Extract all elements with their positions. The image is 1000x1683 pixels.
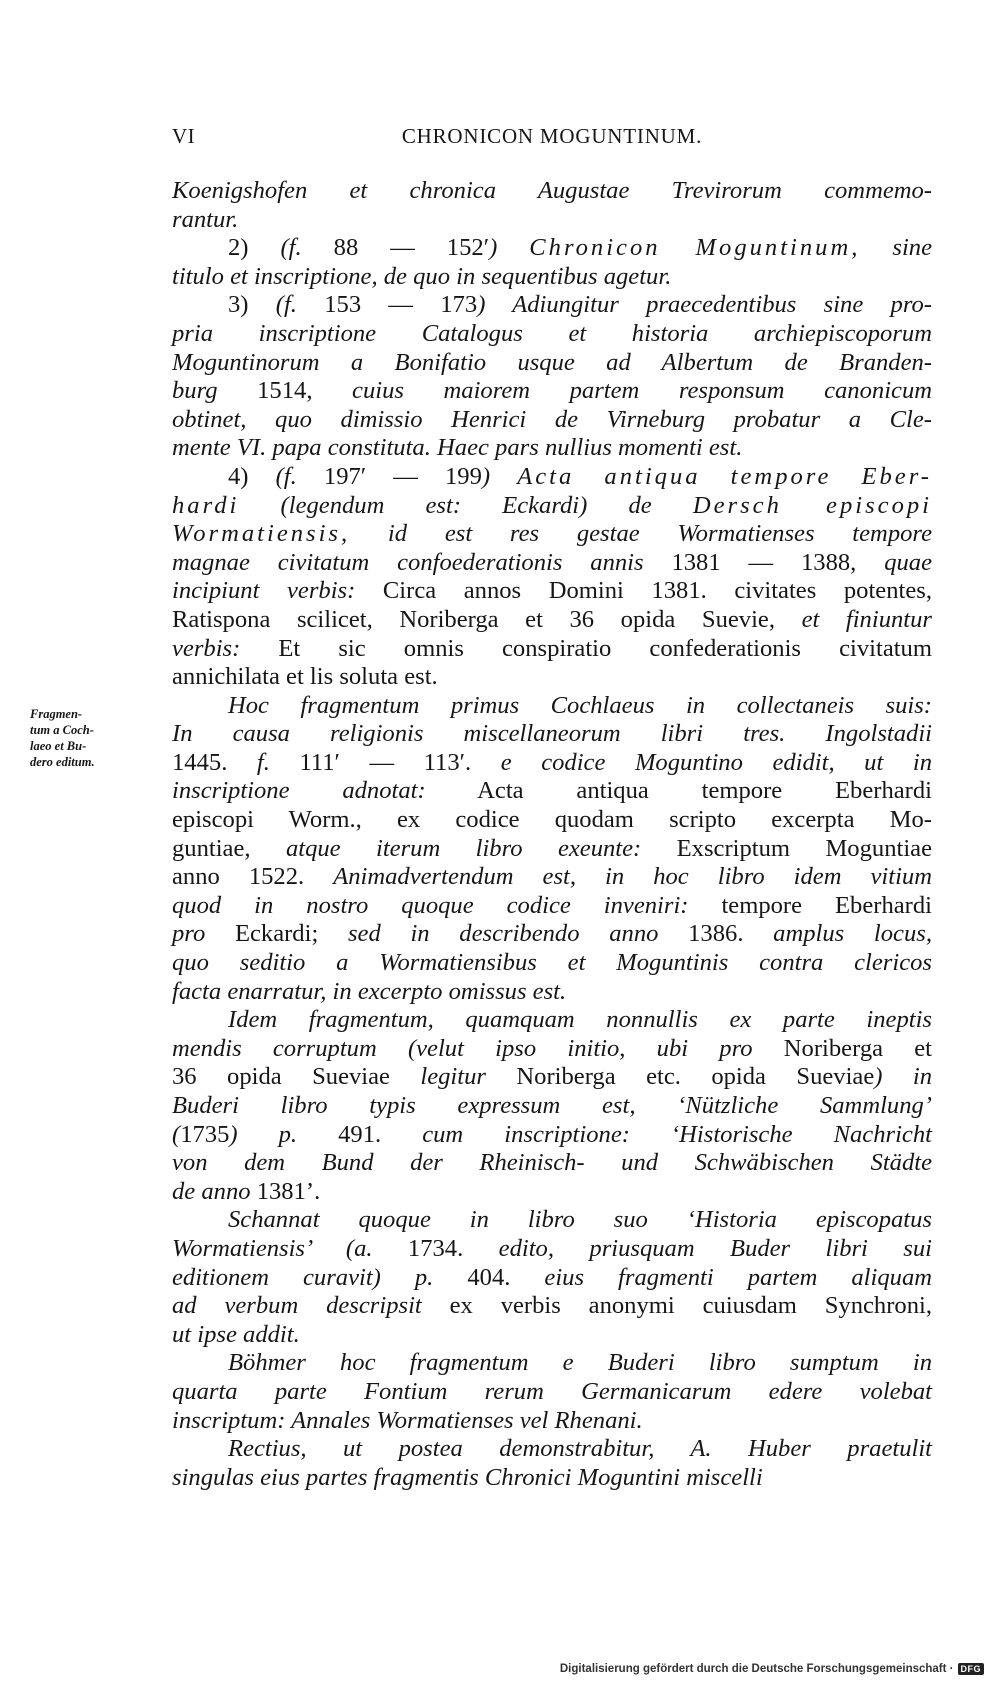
text-line (172, 520, 932, 549)
text-segment: ) Adiungitur praecedentibus sine pro- (477, 291, 932, 319)
text-line (172, 1321, 932, 1350)
text-line (172, 1063, 932, 1092)
text-line (172, 577, 932, 606)
text-segment: 1381’. (250, 1177, 321, 1205)
text-segment: Wormatiensis’ (a. (172, 1234, 373, 1262)
text-segment: 404. (433, 1263, 545, 1291)
text-segment: singulas eius partes fragmentis Chronici Moguntini miscelli (172, 1463, 763, 1491)
text-segment: Noriberga et (752, 1034, 932, 1062)
text-segment: anno 1522. (172, 863, 334, 891)
text-segment: cum inscriptione: ‘Historische Nachricht (422, 1120, 932, 1148)
text-segment: Chronicon Moguntinum, (529, 234, 861, 262)
text-segment: Idem fragmentum, quamquam nonnullis ex parte ineptis (228, 1006, 932, 1034)
text-segment: 491. (297, 1120, 423, 1148)
text-line (172, 920, 932, 949)
text-segment: Dersch episcopi (692, 491, 932, 519)
text-segment: ) in (874, 1063, 932, 1091)
text-line (172, 1349, 932, 1378)
text-line (172, 1435, 932, 1464)
text-line (172, 806, 932, 835)
text-segment: sed in describendo anno (347, 920, 659, 948)
text-segment: editionem curavit) p. (172, 1263, 434, 1291)
text-segment: magnae civitatum confoederationis annis (172, 548, 644, 576)
text-line (172, 1264, 932, 1293)
text-line (172, 177, 932, 206)
text-line (172, 206, 932, 235)
text-segment: obtinet, quo dimissio Henrici de Virneburg probatur a Cle- (172, 405, 932, 433)
text-segment: inscriptum: Annales Wormatienses vel Rhenani. (172, 1406, 643, 1434)
text-line (172, 463, 932, 492)
text-segment: mente VI. papa constituta. Haec pars nullius momenti est. (172, 434, 743, 462)
text-segment: quae (884, 548, 933, 576)
text-segment: 153 — 173 (296, 291, 478, 319)
text-segment: Animadvertendum est, in hoc libro idem vitium (333, 863, 932, 891)
text-segment: burg (172, 377, 218, 405)
text-segment: Koenigshofen et chronica Augustae Trevirorum commemo- (172, 177, 932, 204)
body-text (172, 177, 932, 1492)
text-segment: Acta antiqua tempore Eberhardi (425, 777, 932, 805)
text-line (172, 291, 932, 320)
text-segment: f. (256, 748, 270, 776)
text-segment: Rectius, ut postea demonstrabitur, A. Huber praetulit (228, 1435, 932, 1463)
text-segment: tempore Eberhardi (688, 891, 932, 919)
text-line (172, 1235, 932, 1264)
text-segment: 4) (228, 462, 276, 490)
text-segment: guntiae, (172, 834, 286, 862)
text-segment: 1381 — 1388, (643, 548, 885, 576)
text-line (172, 263, 932, 292)
text-segment: Moguntinorum a Bonifatio usque ad Albertum de Branden- (172, 348, 932, 376)
text-segment: quod in nostro quoque codice inveniri: (172, 891, 689, 919)
text-line (172, 1378, 932, 1407)
text-segment: (legendum est: Eckardi) de (239, 491, 693, 519)
text-line (172, 863, 932, 892)
text-segment: sine (860, 234, 933, 262)
text-segment: 88 — 152′ (301, 234, 490, 262)
text-segment: pro (172, 920, 206, 948)
text-segment: hardi (172, 491, 240, 519)
text-segment: legitur (420, 1063, 486, 1091)
dfg-logo-icon: DFG (958, 1663, 985, 1675)
text-line (172, 492, 932, 521)
text-segment: Böhmer hoc fragmentum e Buderi libro sumptum in (228, 1349, 932, 1377)
text-segment: In causa religionis miscellaneorum libri tres. Ingolstadii (172, 720, 932, 748)
text-line (172, 606, 932, 635)
text-segment: ex verbis anonymi cuiusdam Synchroni, (421, 1292, 932, 1320)
text-segment: 1734. (372, 1234, 499, 1262)
text-segment: Eckardi; (205, 920, 348, 948)
text-segment: (f. (280, 234, 302, 262)
text-line (172, 1006, 932, 1035)
text-line (172, 406, 932, 435)
text-line (172, 234, 932, 263)
margin-note-line: Fragmen- (30, 707, 83, 721)
text-segment: Buderi libro typis expressum est, ‘Nützliche Sammlung’ (172, 1092, 932, 1119)
text-segment: edito, priusquam Buder libri sui (498, 1234, 932, 1262)
text-line (172, 1035, 932, 1064)
text-line (172, 1178, 932, 1207)
text-segment: 2) (228, 234, 281, 262)
text-segment: 1735 (180, 1120, 230, 1148)
text-segment: Noriberga etc. opida Sueviae (485, 1063, 875, 1091)
text-segment: ut ipse addit. (172, 1320, 300, 1348)
text-line (172, 1464, 932, 1493)
text-segment: quarta parte Fontium rerum Germanicarum edere volebat (172, 1377, 932, 1405)
text-segment: rantur. (172, 205, 239, 233)
text-line (172, 1206, 932, 1235)
text-segment: Circa annos Domini 1381. civitates potentes, (355, 577, 932, 605)
text-line (172, 749, 932, 778)
margin-note-line: dero editum. (30, 755, 95, 769)
text-segment: de anno (172, 1177, 251, 1205)
text-segment: quo seditio a Wormatiensibus et Moguntinis contra clericos (172, 949, 932, 977)
text-segment: inscriptione adnotat: (172, 777, 426, 805)
text-segment: atque iterum libro exeunte: (285, 834, 642, 862)
text-segment: annichilata et lis soluta est. (172, 663, 438, 691)
text-segment: ) p. (229, 1120, 298, 1148)
text-segment: ( (172, 1120, 181, 1148)
text-segment: Schannat quoque in libro suo ‘Historia episcopatus (228, 1206, 932, 1234)
text-line (172, 1149, 932, 1178)
text-segment: (f. (275, 291, 297, 319)
text-segment: Ratispona scilicet, Noriberga et 36 opida Suevie, (172, 605, 802, 633)
text-segment: id est res gestae Wormatienses tempore (350, 520, 932, 548)
text-line (172, 1292, 932, 1321)
footer-text: Digitalisierung gefördert durch die Deutsche Forschungsgemeinschaft · (559, 1663, 954, 1675)
text-segment: mendis corruptum (velut ipso initio, ubi pro (172, 1034, 753, 1062)
running-title: CHRONICON MOGUNTINUM. (401, 124, 703, 148)
text-segment: verbis: (172, 634, 241, 662)
text-segment: Et sic omnis conspiratio confederationis civitatum (240, 634, 932, 662)
text-segment: et finiuntur (801, 605, 932, 633)
text-segment: amplus locus, (773, 920, 932, 948)
text-segment: 1445. (172, 748, 257, 776)
text-line (172, 720, 932, 749)
text-segment: incipiunt verbis: (172, 577, 356, 605)
text-segment: von dem Bund der Rheinisch- und Schwäbischen Städte (172, 1149, 932, 1177)
text-segment: 197′ — 199 (296, 462, 482, 490)
text-line (172, 835, 932, 864)
text-segment: titulo et inscriptione, de quo in sequentibus agetur. (172, 262, 672, 290)
text-line (172, 777, 932, 806)
margin-note (30, 706, 170, 770)
text-segment: 1514, (217, 377, 353, 405)
text-segment: pria inscriptione Catalogus et historia archiepiscoporum (172, 319, 932, 347)
text-segment: cuius maiorem partem responsum canonicum (352, 377, 933, 405)
text-line (172, 1121, 932, 1150)
text-line (172, 635, 932, 664)
text-line (172, 549, 932, 578)
text-line (172, 692, 932, 721)
text-line (172, 1092, 932, 1121)
text-segment: 3) (228, 291, 276, 319)
text-segment: e codice Moguntino edidit, ut in (500, 748, 933, 776)
page-number: VI (172, 124, 196, 148)
text-line (172, 663, 932, 692)
text-segment: facta enarratur, in excerpto omissus est. (172, 977, 567, 1005)
text-segment: Wormatiensis, (172, 520, 351, 548)
text-line (172, 434, 932, 463)
text-segment: ad verbum descripsit (172, 1292, 422, 1320)
text-segment: (f. (275, 462, 297, 490)
page-header (172, 124, 932, 154)
text-line (172, 1407, 932, 1436)
text-line (172, 949, 932, 978)
text-line (172, 978, 932, 1007)
text-segment: eius fragmenti partem aliquam (544, 1263, 932, 1291)
text-line (172, 892, 932, 921)
text-segment: 111′ — 113′. (269, 748, 501, 776)
digitization-footer (560, 1663, 984, 1675)
text-line (172, 320, 932, 349)
margin-note-line: laeo et Bu- (30, 739, 87, 753)
text-segment: 36 opida Sueviae (172, 1063, 421, 1091)
text-segment: 1386. (658, 920, 774, 948)
text-segment: Exscriptum Moguntiae (641, 834, 932, 862)
text-segment: ) (481, 462, 518, 490)
text-line (172, 349, 932, 378)
text-segment: Acta antiqua tempore Eber- (517, 462, 932, 490)
text-line (172, 377, 932, 406)
margin-note-line: tum a Coch- (30, 723, 94, 737)
text-segment: Hoc fragmentum primus Cochlaeus in collectaneis suis: (228, 691, 932, 719)
text-segment: episcopi Worm., ex codice quodam scripto excerpta Mo- (172, 806, 932, 834)
text-segment: ) (489, 234, 530, 262)
